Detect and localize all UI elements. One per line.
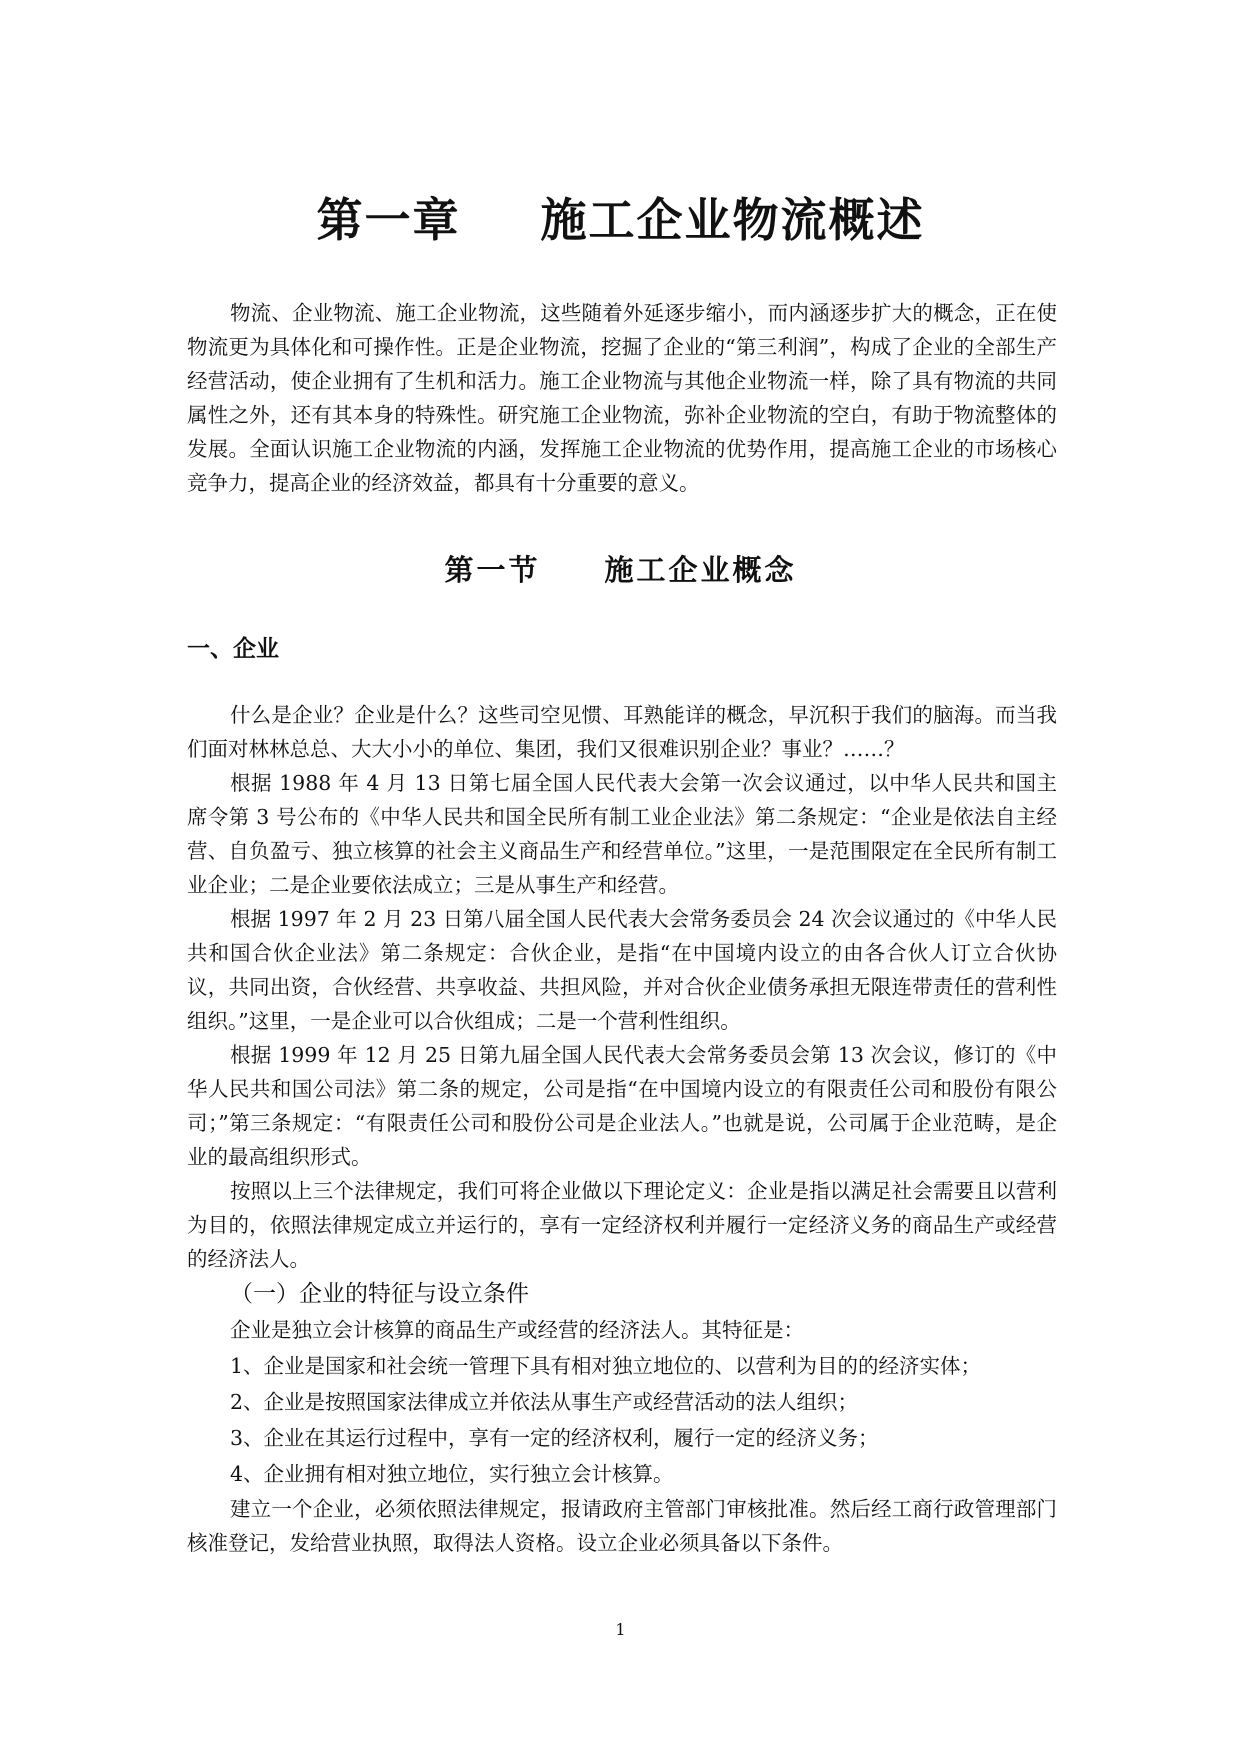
body-paragraph: 根据 1988 年 4 月 13 日第七届全国人民代表大会第一次会议通过，以中华人民共和国主席令第 3 号公布的《中华人民共和国全民所有制工业企业法》第二条规定：“企业是依法自主经营、自负盈亏、独立核算的社会主义商品生产和经营单位。”这里，一是范围限定在全民所有制工业企业；二是企业要依法成立；三是从事生产和经营。 — [187, 771, 1057, 897]
section-number: 第一节 — [444, 553, 541, 587]
feature-item: 3、企业在其运行过程中，享有一定的经济权利，履行一定的经济义务； — [230, 1426, 879, 1450]
page-number: 1 — [615, 1620, 626, 1639]
body-block — [187, 698, 1057, 1560]
body-paragraph: 根据 1999 年 12 月 25 日第九届全国人民代表大会常务委员会第 13 次会议，修订的《中华人民共和国公司法》第二条的规定，公司是指“在中国境内设立的有限责任公司和股份有限公司；”第三条规定：“有限责任公司和股份公司是企业法人。”也就是说，公司属于企业范畴，是企业的最高组织形式。 — [187, 1043, 1057, 1169]
feature-item: 2、企业是按照国家法律成立并依法从事生产或经营活动的法人组织； — [230, 1390, 859, 1414]
section-title — [0, 548, 1241, 592]
feature-item: 1、企业是国家和社会统一管理下具有相对独立地位的、以营利为目的的经济实体； — [230, 1354, 982, 1378]
body-paragraph: 根据 1997 年 2 月 23 日第八届全国人民代表大会常务委员会 24 次会议通过的《中华人民共和国合伙企业法》第二条规定：合伙企业，是指“在中国境内设立的由各合伙人订立合伙协议，共同出资，合伙经营、共享收益、共担风险，并对合伙企业债务承担无限连带责任的营利性组织。”这里，一是企业可以合伙组成；二是一个营利性组织。 — [187, 907, 1057, 1033]
features-intro: 企业是独立会计核算的商品生产或经营的经济法人。其特征是： — [230, 1318, 804, 1342]
section-title-text: 施工企业概念 — [604, 553, 797, 587]
intro-paragraph: 物流、企业物流、施工企业物流，这些随着外延逐步缩小，而内涵逐步扩大的概念，正在使物流更为具体化和可操作性。正是企业物流，挖掘了企业的“第三利润”，构成了企业的全部生产经营活动，使企业拥有了生机和活力。施工企业物流与其他企业物流一样，除了具有物流的共同属性之外，还有其本身的特殊性。研究施工企业物流，弥补企业物流的空白，有助于物流整体的发展。全面认识施工企业物流的内涵，发挥施工企业物流的优势作用，提高施工企业的市场核心竞争力，提高企业的经济效益，都具有十分重要的意义。 — [187, 301, 1057, 495]
chapter-title-text: 施工企业物流概述 — [540, 193, 925, 247]
body-paragraph: 按照以上三个法律规定，我们可将企业做以下理论定义：企业是指以满足社会需要且以营利为目的，依照法律规定成立并运行的，享有一定经济权利并履行一定经济义务的商品生产或经营的经济法人。 — [187, 1179, 1057, 1271]
feature-item: 4、企业拥有相对独立地位，实行独立会计核算。 — [230, 1462, 674, 1486]
intro-block — [187, 296, 1057, 500]
closing-paragraph: 建立一个企业，必须依照法律规定，报请政府主管部门审核批准。然后经工商行政管理部门核准登记，发给营业执照，取得法人资格。设立企业必须具备以下条件。 — [187, 1497, 1057, 1555]
subsubsection-heading: （一）企业的特征与设立条件 — [230, 1281, 529, 1307]
subsection-heading: 一、企业 — [187, 636, 279, 662]
body-paragraph: 什么是企业？企业是什么？这些司空见惯、耳熟能详的概念，早沉积于我们的脑海。而当我们面对林林总总、大大小小的单位、集团，我们又很难识别企业？事业？……？ — [187, 703, 1057, 761]
chapter-number: 第一章 — [316, 193, 461, 247]
chapter-title — [0, 190, 1241, 250]
